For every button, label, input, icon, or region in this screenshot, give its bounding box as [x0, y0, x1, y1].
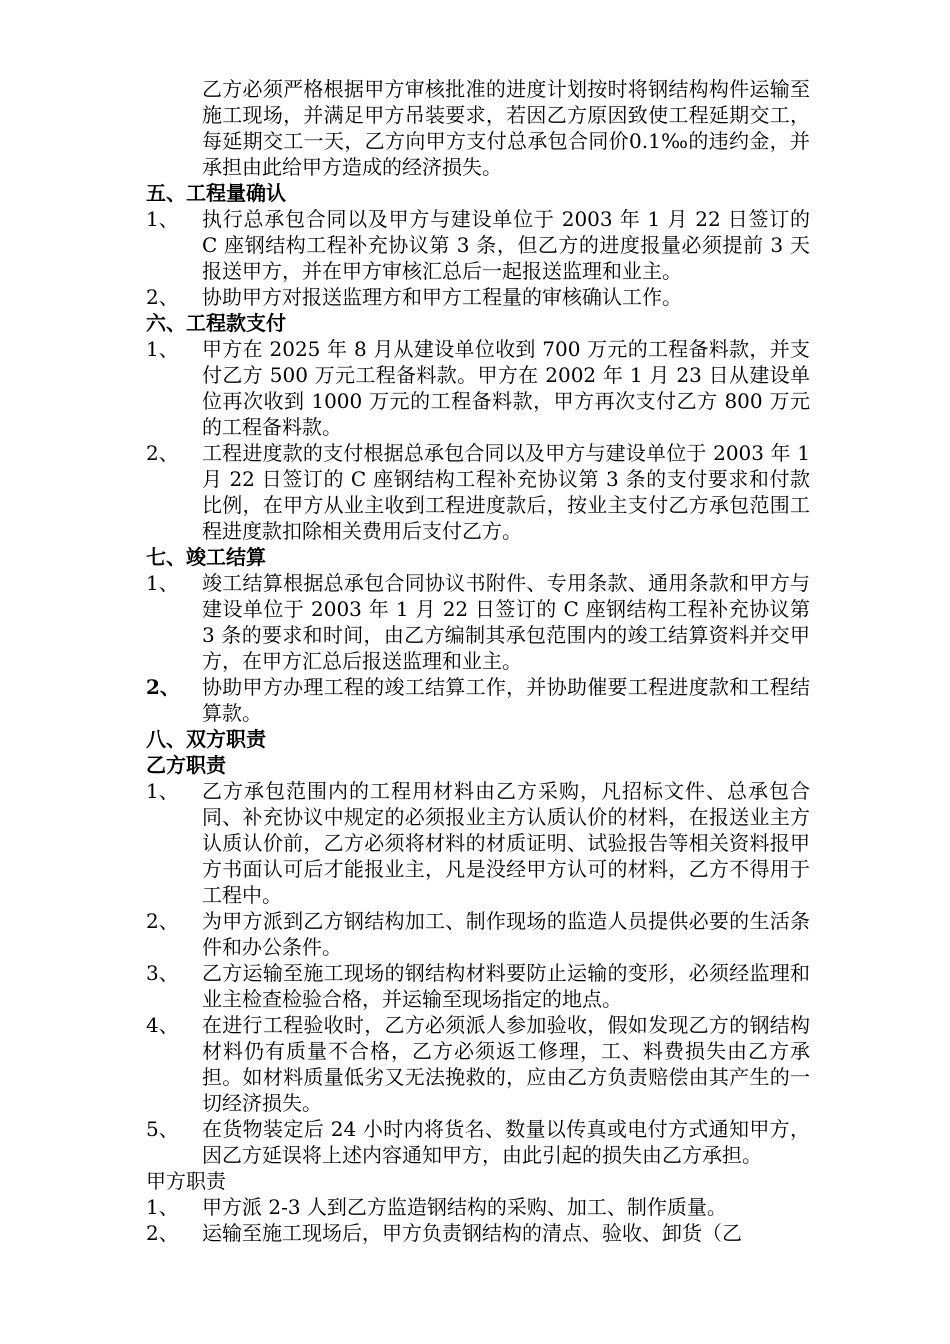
item-number: 3、 [146, 961, 179, 985]
party-b-duties-heading: 乙方职责 [146, 753, 226, 777]
section-8-heading: 八、双方职责 [146, 727, 266, 751]
list-item [146, 336, 810, 440]
item-text: 协助甲方对报送监理方和甲方工程量的审核确认工作。 [202, 285, 682, 309]
list-item [146, 1116, 810, 1168]
item-number: 4、 [146, 1013, 179, 1037]
item-text: 协助甲方办理工程的竣工结算工作，并协助催要工程进度款和工程结算款。 [202, 675, 810, 725]
item-number: 2、 [146, 285, 179, 309]
item-number: 5、 [146, 1117, 179, 1141]
item-text: 甲方派 2-3 人到乙方监造钢结构的采购、加工、制作质量。 [202, 1195, 727, 1219]
list-item [146, 1220, 810, 1246]
item-text: 甲方在 2025 年 8 月从建设单位收到 700 万元的工程备料款，并支付乙方 500 万元工程备料款。甲方在 2002 年 1 月 23 日从建设单位再次收到 1000 万元的工程备料款，甲方再次支付乙方 800 万元的工程备料款。 [202, 337, 810, 439]
intro-paragraph: 乙方必须严格根据甲方审核批准的进度计划按时将钢结构构件运输至施工现场，并满足甲方吊装要求，若因乙方原因致使工程延期交工，每延期交工一天，乙方向甲方支付总承包合同价0.1‰的违约金，并承担由此给甲方造成的经济损失。 [202, 77, 810, 179]
party-a-duties-heading: 甲方职责 [146, 1169, 226, 1193]
list-item [146, 674, 810, 726]
list-item [146, 960, 810, 1012]
item-text: 乙方运输至施工现场的钢结构材料要防止运输的变形，必须经监理和业主检查检验合格，并运输至现场指定的地点。 [202, 961, 810, 1011]
list-item [146, 908, 810, 960]
item-number: 1、 [146, 779, 179, 803]
list-item [146, 778, 810, 908]
item-text: 竣工结算根据总承包合同协议书附件、专用条款、通用条款和甲方与建设单位于 2003 年 1 月 22 日签订的 C 座钢结构工程补充协议第 3 条的要求和时间，由乙方编制其承包范围内的竣工结算资料并交甲方，在甲方汇总后报送监理和业主。 [202, 571, 810, 673]
item-number: 2、 [146, 909, 179, 933]
item-text: 工程进度款的支付根据总承包合同以及甲方与建设单位于 2003 年 1 月 22 日签订的 C 座钢结构工程补充协议第 3 条的支付要求和付款比例，在甲方从业主收到工程进度款后，按业主支付乙方承包范围工程进度款扣除相关费用后支付乙方。 [202, 441, 810, 543]
item-number: 1、 [146, 337, 179, 361]
item-number: 2、 [146, 441, 179, 465]
list-item [146, 440, 810, 544]
item-text: 执行总承包合同以及甲方与建设单位于 2003 年 1 月 22 日签订的 C 座钢结构工程补充协议第 3 条，但乙方的进度报量必须提前 3 天报送甲方，并在甲方审核汇总后一起报送监理和业主。 [202, 207, 810, 283]
item-number: 1、 [146, 1195, 179, 1219]
item-text: 在进行工程验收时，乙方必须派人参加验收，假如发现乙方的钢结构材料仍有质量不合格，乙方必须返工修理，工、料费损失由乙方承担。如材料质量低劣又无法挽救的，应由乙方负责赔偿由其产生的一切经济损失。 [202, 1013, 810, 1115]
item-text: 乙方承包范围内的工程用材料由乙方采购，凡招标文件、总承包合同、补充协议中规定的必须报业主方认质认价的材料，在报送业主方认质认价前，乙方必须将材料的材质证明、试验报告等相关资料报甲方书面认可后才能报业主，凡是没经甲方认可的材料，乙方不得用于工程中。 [202, 779, 810, 907]
section-7-heading: 七、竣工结算 [146, 545, 266, 569]
item-number: 1、 [146, 571, 179, 595]
list-item [146, 1012, 810, 1116]
item-text: 为甲方派到乙方钢结构加工、制作现场的监造人员提供必要的生活条件和办公条件。 [202, 909, 810, 959]
document-body [146, 76, 810, 1246]
list-item [146, 1194, 810, 1220]
item-number: 2、 [146, 1221, 179, 1245]
item-number: 2、 [146, 675, 180, 699]
section-5-heading: 五、工程量确认 [146, 181, 286, 205]
list-item [146, 284, 810, 310]
list-item [146, 206, 810, 284]
item-text: 运输至施工现场后，甲方负责钢结构的清点、验收、卸货（乙 [202, 1221, 742, 1245]
item-text: 在货物装定后 24 小时内将货名、数量以传真或电付方式通知甲方，因乙方延误将上述内容通知甲方，由此引起的损失由乙方承担。 [202, 1117, 810, 1167]
section-6-heading: 六、工程款支付 [146, 311, 286, 335]
item-number: 1、 [146, 207, 179, 231]
list-item [146, 570, 810, 674]
